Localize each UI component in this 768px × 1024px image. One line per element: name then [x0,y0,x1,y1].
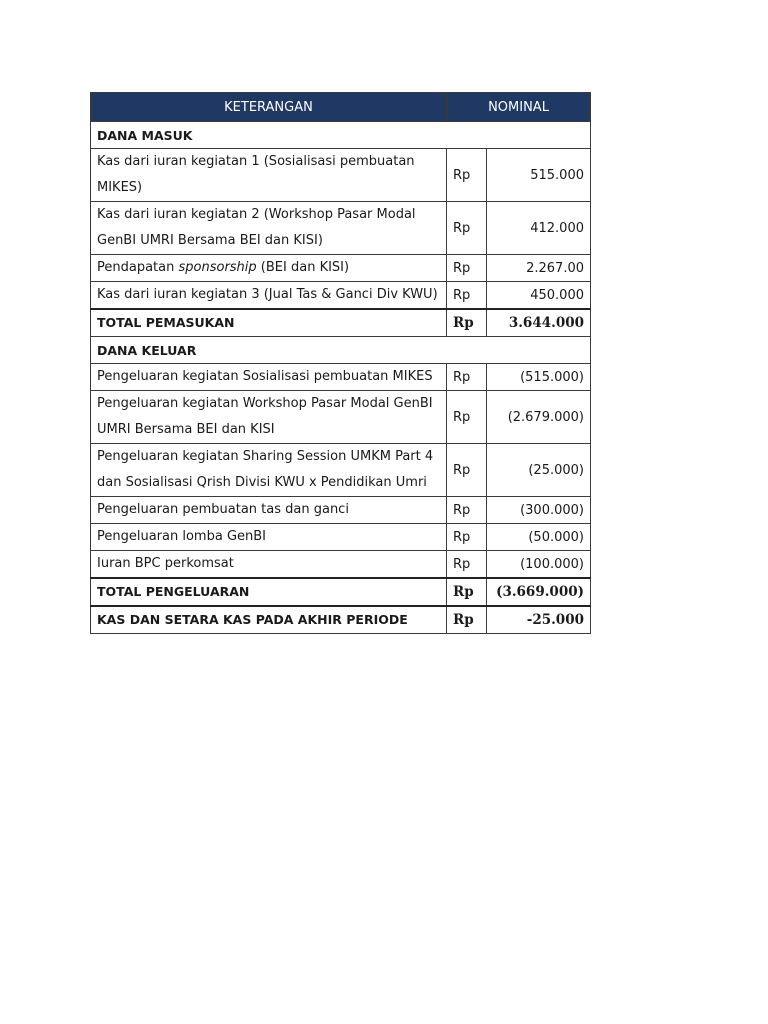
table-row [91,444,591,497]
row-description: Kas dari iuran kegiatan 2 (Workshop Pasar Modal GenBI UMRI Bersama BEI dan KISI) [91,202,447,255]
ending-currency: Rp [447,606,487,634]
row-amount: (25.000) [487,444,591,497]
desc-text: Pendapatan [97,260,179,275]
total-pengeluaran-label: TOTAL PENGELUARAN [91,578,447,606]
table-row [91,364,591,391]
total-pengeluaran-amount: (3.669.000) [487,578,591,606]
row-currency: Rp [447,551,487,579]
desc-italic-text: sponsorship [178,260,257,275]
table-row [91,149,591,202]
row-currency: Rp [447,444,487,497]
total-pemasukan-amount: 3.644.000 [487,309,591,337]
desc-text: (BEI dan KISI) [256,260,350,275]
row-amount: (515.000) [487,364,591,391]
header-keterangan: KETERANGAN [91,93,447,122]
row-amount: (300.000) [487,497,591,524]
row-description: Pengeluaran kegiatan Workshop Pasar Modal GenBI UMRI Bersama BEI dan KISI [91,391,447,444]
row-currency: Rp [447,364,487,391]
section-title-dana-masuk: DANA MASUK [91,122,591,149]
row-currency: Rp [447,255,487,282]
row-currency: Rp [447,391,487,444]
row-description: Kas dari iuran kegiatan 1 (Sosialisasi pembuatan MIKES) [91,149,447,202]
table-row [91,202,591,255]
row-amount: 450.000 [487,282,591,310]
table-row [91,282,591,310]
row-description: Pengeluaran pembuatan tas dan ganci [91,497,447,524]
section-row [91,122,591,149]
row-description: Pengeluaran kegiatan Sharing Session UMKM Part 4 dan Sosialisasi Qrish Divisi KWU x Pendidikan Umri [91,444,447,497]
row-description: Iuran BPC perkomsat [91,551,447,579]
total-pemasukan-label: TOTAL PEMASUKAN [91,309,447,337]
row-currency: Rp [447,149,487,202]
ending-balance-amount: -25.000 [487,606,591,634]
row-description: Pengeluaran kegiatan Sosialisasi pembuatan MIKES [91,364,447,391]
row-amount: 515.000 [487,149,591,202]
row-amount: 412.000 [487,202,591,255]
cash-flow-table [90,92,591,634]
table-row [91,391,591,444]
row-amount: 2.267.00 [487,255,591,282]
table-row [91,255,591,282]
row-currency: Rp [447,282,487,310]
ending-balance-row [91,606,591,634]
row-amount: (50.000) [487,524,591,551]
row-description: Kas dari iuran kegiatan 3 (Jual Tas & Ganci Div KWU) [91,282,447,310]
row-description [91,255,447,282]
row-currency: Rp [447,497,487,524]
section-row [91,337,591,364]
row-currency: Rp [447,202,487,255]
table-row [91,524,591,551]
row-amount: (100.000) [487,551,591,579]
section-title-dana-keluar: DANA KELUAR [91,337,591,364]
header-nominal: NOMINAL [447,93,591,122]
row-currency: Rp [447,524,487,551]
total-currency: Rp [447,309,487,337]
total-row [91,578,591,606]
total-currency: Rp [447,578,487,606]
table-row [91,497,591,524]
table-header [91,93,591,122]
table-row [91,551,591,579]
row-amount: (2.679.000) [487,391,591,444]
ending-balance-label: KAS DAN SETARA KAS PADA AKHIR PERIODE [91,606,447,634]
total-row [91,309,591,337]
row-description: Pengeluaran lomba GenBI [91,524,447,551]
